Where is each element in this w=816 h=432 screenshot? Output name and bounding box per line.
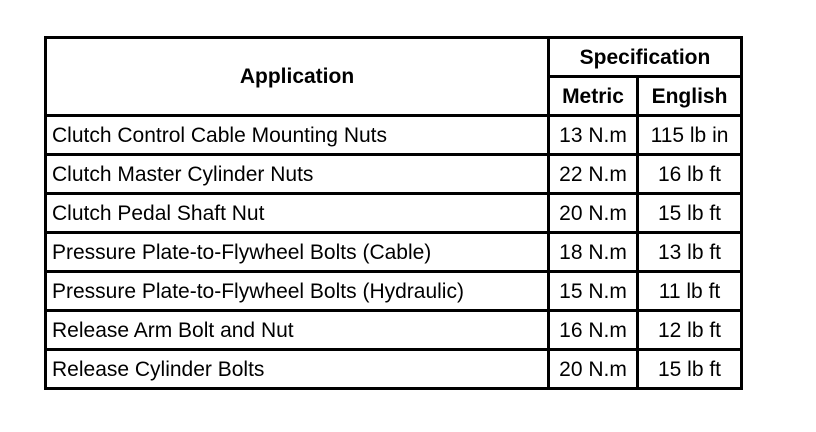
metric-cell: 18 N.m bbox=[549, 233, 638, 272]
application-cell: Pressure Plate-to-Flywheel Bolts (Hydraulic) bbox=[46, 272, 549, 311]
table-row bbox=[46, 272, 742, 311]
english-cell: 11 lb ft bbox=[638, 272, 742, 311]
application-cell: Pressure Plate-to-Flywheel Bolts (Cable) bbox=[46, 233, 549, 272]
metric-cell: 22 N.m bbox=[549, 155, 638, 194]
specification-header: Specification bbox=[549, 38, 742, 77]
metric-cell: 20 N.m bbox=[549, 194, 638, 233]
english-cell: 12 lb ft bbox=[638, 311, 742, 350]
fastener-spec-table bbox=[44, 36, 743, 390]
application-cell: Clutch Control Cable Mounting Nuts bbox=[46, 116, 549, 155]
table-row bbox=[46, 233, 742, 272]
metric-cell: 20 N.m bbox=[549, 350, 638, 389]
table-row bbox=[46, 311, 742, 350]
metric-header: Metric bbox=[549, 77, 638, 116]
english-cell: 15 lb ft bbox=[638, 194, 742, 233]
english-cell: 115 lb in bbox=[638, 116, 742, 155]
metric-cell: 15 N.m bbox=[549, 272, 638, 311]
application-cell: Release Cylinder Bolts bbox=[46, 350, 549, 389]
application-cell: Clutch Pedal Shaft Nut bbox=[46, 194, 549, 233]
table-row bbox=[46, 350, 742, 389]
application-cell: Release Arm Bolt and Nut bbox=[46, 311, 549, 350]
english-cell: 16 lb ft bbox=[638, 155, 742, 194]
english-cell: 15 lb ft bbox=[638, 350, 742, 389]
english-header: English bbox=[638, 77, 742, 116]
application-header: Application bbox=[46, 38, 549, 116]
table-row bbox=[46, 155, 742, 194]
table-row bbox=[46, 116, 742, 155]
metric-cell: 16 N.m bbox=[549, 311, 638, 350]
table-row bbox=[46, 194, 742, 233]
metric-cell: 13 N.m bbox=[549, 116, 638, 155]
application-cell: Clutch Master Cylinder Nuts bbox=[46, 155, 549, 194]
english-cell: 13 lb ft bbox=[638, 233, 742, 272]
header-row-top bbox=[46, 38, 742, 77]
